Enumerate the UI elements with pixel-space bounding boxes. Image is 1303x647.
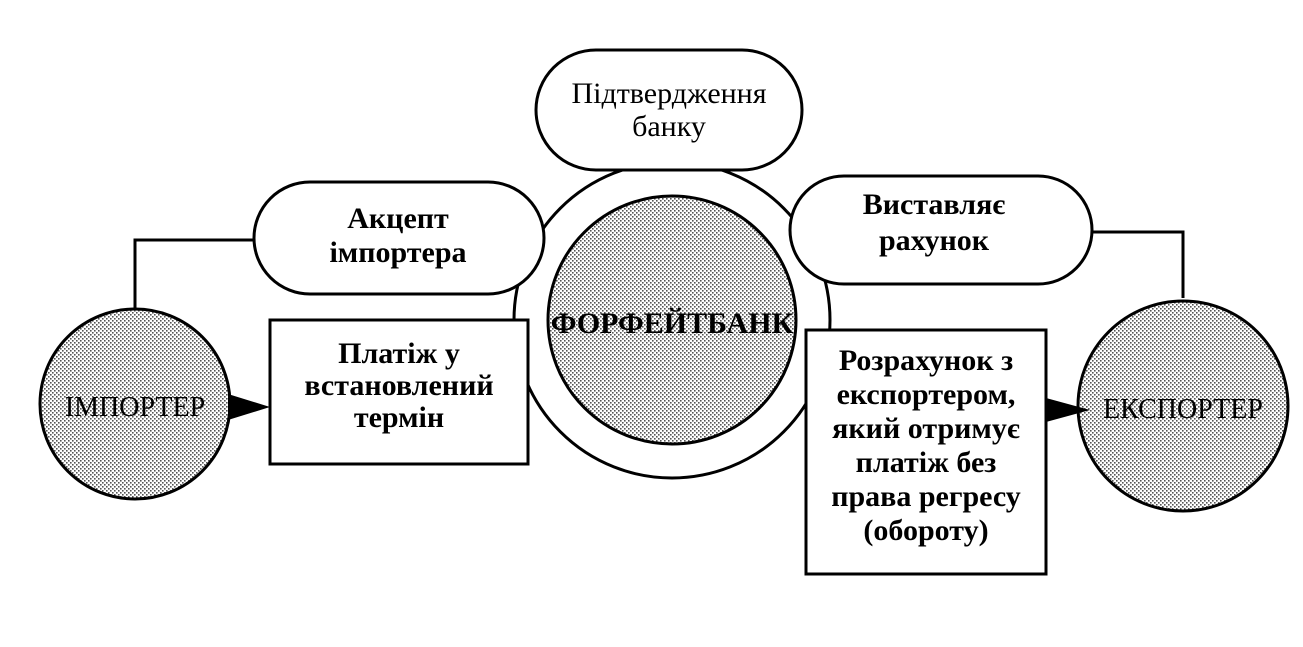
importer-acceptance-line-1: Акцепт (347, 202, 449, 235)
payment-term-line-3: термін (353, 401, 445, 434)
settlement-line-1: Розрахунок з (838, 344, 1014, 377)
exporter-connector-line (1090, 232, 1183, 298)
payment-term-line-2: встановлений (304, 369, 494, 402)
settlement-line-6: (обороту) (863, 514, 989, 547)
importer-label: ІМПОРТЕР (64, 392, 206, 423)
exporter-label: ЕКСПОРТЕР (1103, 394, 1263, 425)
forfeit-bank-label: ФОРФЕЙТБАНК (550, 307, 794, 340)
bank-confirmation-line-2: банку (632, 110, 706, 143)
bank-confirmation-line-1: Підтвердження (571, 77, 767, 110)
issues-invoice-line-1: Виставляє (862, 188, 1006, 221)
payment-term-line-1: Платіж у (338, 337, 460, 370)
settlement-line-3: який отримує (832, 412, 1020, 445)
settlement-line-2: експортером, (836, 378, 1016, 411)
settlement-line-5: права регресу (831, 480, 1021, 513)
issues-invoice-line-2: рахунок (878, 224, 990, 257)
importer-acceptance-line-2: імпортера (329, 236, 467, 269)
arrow-importer-to-payment (228, 394, 270, 420)
importer-connector-line (135, 240, 256, 308)
settlement-line-4: платіж без (855, 446, 997, 479)
